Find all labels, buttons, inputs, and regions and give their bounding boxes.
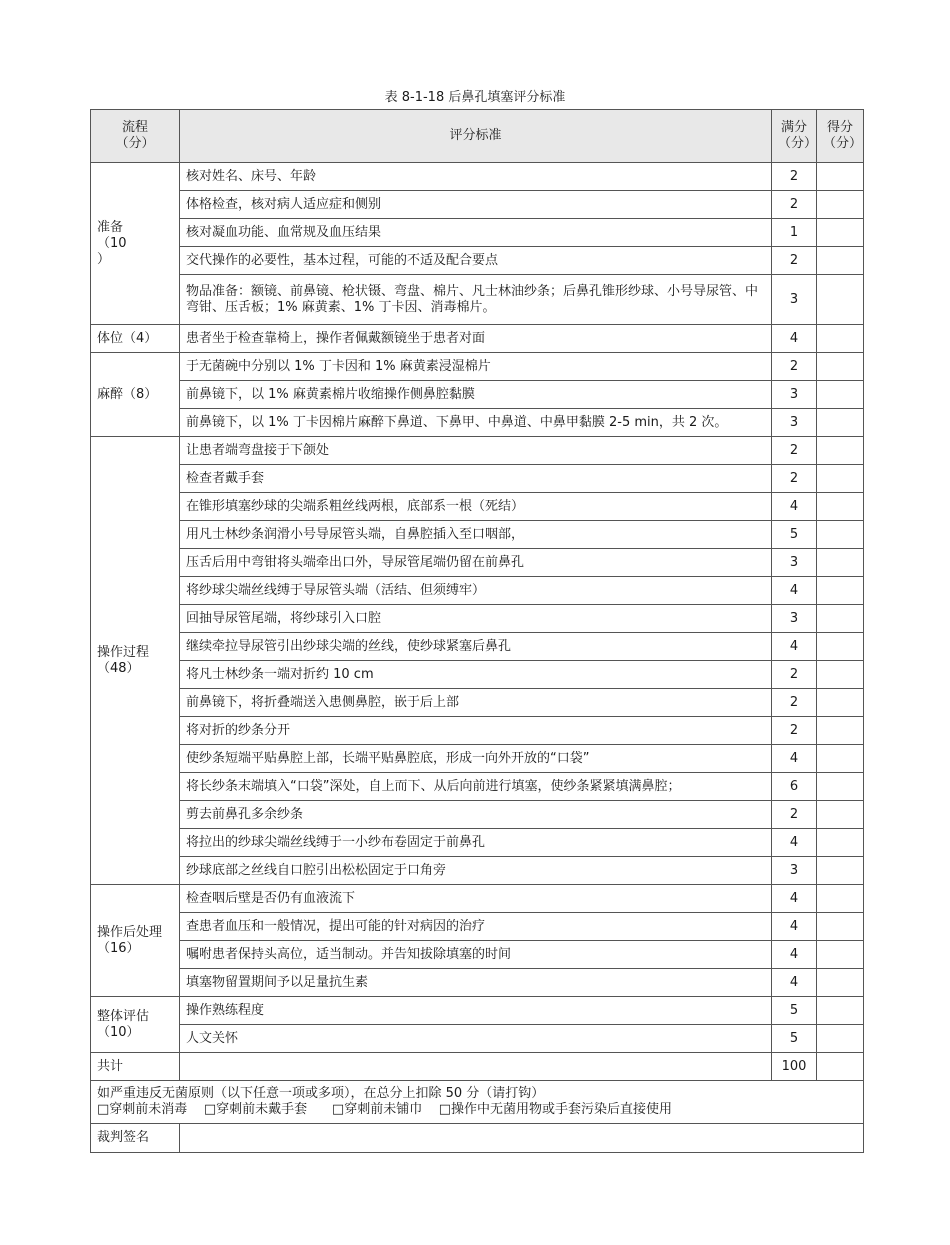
got-score-cell[interactable] bbox=[817, 801, 864, 829]
full-score-cell: 2 bbox=[772, 247, 817, 275]
got-score-cell[interactable] bbox=[817, 633, 864, 661]
got-score-cell[interactable] bbox=[817, 661, 864, 689]
full-score-cell: 1 bbox=[772, 219, 817, 247]
got-score-cell[interactable] bbox=[817, 857, 864, 885]
signature-row bbox=[91, 1124, 864, 1153]
criteria-cell: 在锥形填塞纱球的尖端系粗丝线两根，底部系一根（死结） bbox=[180, 493, 772, 521]
criteria-cell: 体格检查，核对病人适应症和侧别 bbox=[180, 191, 772, 219]
stage-cell: 操作过程 （48） bbox=[91, 437, 180, 885]
stage-cell: 麻醉（8） bbox=[91, 353, 180, 437]
option-no-drape[interactable]: □穿刺前未铺巾 bbox=[331, 1102, 423, 1117]
full-score-cell: 2 bbox=[772, 163, 817, 191]
criteria-cell: 用凡士林纱条润滑小号导尿管头端，自鼻腔插入至口咽部， bbox=[180, 521, 772, 549]
criteria-cell: 检查咽后壁是否仍有血液流下 bbox=[180, 885, 772, 913]
table-row bbox=[91, 969, 864, 997]
header-process: 流程 （分） bbox=[91, 110, 180, 163]
header-full-score: 满分 （分） bbox=[772, 110, 817, 163]
violation-cell bbox=[91, 1081, 864, 1124]
table-row bbox=[91, 913, 864, 941]
criteria-cell: 嘱咐患者保持头高位，适当制动。并告知拔除填塞的时间 bbox=[180, 941, 772, 969]
full-score-cell: 5 bbox=[772, 521, 817, 549]
table-row bbox=[91, 493, 864, 521]
full-score-cell: 2 bbox=[772, 661, 817, 689]
violation-row bbox=[91, 1081, 864, 1124]
full-score-cell: 4 bbox=[772, 969, 817, 997]
table-row bbox=[91, 219, 864, 247]
table-row bbox=[91, 829, 864, 857]
stage-cell: 准备 （10 ） bbox=[91, 163, 180, 325]
header-got-score: 得分 （分） bbox=[817, 110, 864, 163]
criteria-cell: 将凡士林纱条一端对折约 10 cm bbox=[180, 661, 772, 689]
full-score-cell: 2 bbox=[772, 717, 817, 745]
full-score-cell: 2 bbox=[772, 801, 817, 829]
got-score-cell[interactable] bbox=[817, 219, 864, 247]
got-score-cell[interactable] bbox=[817, 381, 864, 409]
criteria-cell: 压舌后用中弯钳将头端牵出口外，导尿管尾端仍留在前鼻孔 bbox=[180, 549, 772, 577]
table-row bbox=[91, 801, 864, 829]
got-score-cell[interactable] bbox=[817, 913, 864, 941]
full-score-cell: 5 bbox=[772, 1025, 817, 1053]
criteria-cell: 剪去前鼻孔多余纱条 bbox=[180, 801, 772, 829]
table-row bbox=[91, 941, 864, 969]
criteria-cell: 将拉出的纱球尖端丝线缚于一小纱布卷固定于前鼻孔 bbox=[180, 829, 772, 857]
got-score-cell[interactable] bbox=[817, 465, 864, 493]
stage-cell: 体位（4） bbox=[91, 325, 180, 353]
table-row bbox=[91, 521, 864, 549]
got-score-cell[interactable] bbox=[817, 717, 864, 745]
scoring-table bbox=[90, 109, 864, 1153]
full-score-cell: 2 bbox=[772, 465, 817, 493]
table-row bbox=[91, 745, 864, 773]
criteria-cell: 物品准备：额镜、前鼻镜、枪状镊、弯盘、棉片、凡士林油纱条；后鼻孔锥形纱球、小号导尿管、中弯钳、压舌板；1% 麻黄素、1% 丁卡因、消毒棉片。 bbox=[180, 275, 772, 325]
got-score-cell[interactable] bbox=[817, 493, 864, 521]
option-contamination[interactable]: □操作中无菌用物或手套污染后直接使用 bbox=[438, 1102, 673, 1117]
full-score-cell: 3 bbox=[772, 275, 817, 325]
full-score-cell: 3 bbox=[772, 857, 817, 885]
table-row bbox=[91, 997, 864, 1025]
table-row bbox=[91, 717, 864, 745]
full-score-cell: 4 bbox=[772, 829, 817, 857]
got-score-cell[interactable] bbox=[817, 521, 864, 549]
got-score-cell[interactable] bbox=[817, 969, 864, 997]
table-row bbox=[91, 191, 864, 219]
total-got-cell[interactable] bbox=[817, 1053, 864, 1081]
got-score-cell[interactable] bbox=[817, 163, 864, 191]
got-score-cell[interactable] bbox=[817, 941, 864, 969]
full-score-cell: 2 bbox=[772, 437, 817, 465]
table-row bbox=[91, 661, 864, 689]
criteria-cell: 于无菌碗中分别以 1% 丁卡因和 1% 麻黄素浸湿棉片 bbox=[180, 353, 772, 381]
table-body bbox=[91, 163, 864, 1053]
full-score-cell: 3 bbox=[772, 549, 817, 577]
got-score-cell[interactable] bbox=[817, 549, 864, 577]
signature-field[interactable] bbox=[180, 1124, 864, 1153]
got-score-cell[interactable] bbox=[817, 829, 864, 857]
option-no-disinfection[interactable]: □穿刺前未消毒 bbox=[97, 1102, 188, 1117]
full-score-cell: 3 bbox=[772, 381, 817, 409]
full-score-cell: 5 bbox=[772, 997, 817, 1025]
criteria-cell: 查患者血压和一般情况，提出可能的针对病因的治疗 bbox=[180, 913, 772, 941]
criteria-cell: 前鼻镜下，以 1% 麻黄素棉片收缩操作侧鼻腔黏膜 bbox=[180, 381, 772, 409]
signature-label: 裁判签名 bbox=[91, 1124, 180, 1153]
criteria-cell: 将长纱条末端填入“口袋”深处，自上而下、从后向前进行填塞，使纱条紧紧填满鼻腔； bbox=[180, 773, 772, 801]
full-score-cell: 2 bbox=[772, 191, 817, 219]
criteria-cell: 人文关怀 bbox=[180, 1025, 772, 1053]
criteria-cell: 前鼻镜下，以 1% 丁卡因棉片麻醉下鼻道、下鼻甲、中鼻道、中鼻甲黏膜 2-5 min，共 2 次。 bbox=[180, 409, 772, 437]
full-score-cell: 4 bbox=[772, 577, 817, 605]
got-score-cell[interactable] bbox=[817, 353, 864, 381]
table-row bbox=[91, 247, 864, 275]
stage-cell: 整体评估 （10） bbox=[91, 997, 180, 1053]
table-row bbox=[91, 689, 864, 717]
table-row bbox=[91, 275, 864, 325]
table-row bbox=[91, 633, 864, 661]
full-score-cell: 4 bbox=[772, 493, 817, 521]
full-score-cell: 4 bbox=[772, 941, 817, 969]
got-score-cell[interactable] bbox=[817, 275, 864, 325]
got-score-cell[interactable] bbox=[817, 773, 864, 801]
total-label: 共计 bbox=[91, 1053, 180, 1081]
table-row bbox=[91, 381, 864, 409]
table-row bbox=[91, 857, 864, 885]
got-score-cell[interactable] bbox=[817, 745, 864, 773]
criteria-cell: 继续牵拉导尿管引出纱球尖端的丝线，使纱球紧塞后鼻孔 bbox=[180, 633, 772, 661]
total-row bbox=[91, 1053, 864, 1081]
full-score-cell: 4 bbox=[772, 325, 817, 353]
criteria-cell: 使纱条短端平贴鼻腔上部，长端平贴鼻腔底，形成一向外开放的“口袋” bbox=[180, 745, 772, 773]
full-score-cell: 6 bbox=[772, 773, 817, 801]
table-caption: 表 8-1-18 后鼻孔填塞评分标准 bbox=[384, 90, 566, 105]
full-score-cell: 4 bbox=[772, 885, 817, 913]
table-row bbox=[91, 1025, 864, 1053]
criteria-cell: 检查者戴手套 bbox=[180, 465, 772, 493]
criteria-cell: 将对折的纱条分开 bbox=[180, 717, 772, 745]
full-score-cell: 3 bbox=[772, 605, 817, 633]
header-criteria: 评分标准 bbox=[180, 110, 772, 163]
got-score-cell[interactable] bbox=[817, 191, 864, 219]
stage-cell: 操作后处理 （16） bbox=[91, 885, 180, 997]
criteria-cell: 让患者端弯盘接于下颌处 bbox=[180, 437, 772, 465]
got-score-cell[interactable] bbox=[817, 437, 864, 465]
table-row bbox=[91, 605, 864, 633]
violation-text: 如严重违反无菌原则（以下任意一项或多项），在总分上扣除 50 分（请打钩） bbox=[97, 1086, 545, 1101]
criteria-cell: 核对凝血功能、血常规及血压结果 bbox=[180, 219, 772, 247]
criteria-cell: 纱球底部之丝线自口腔引出松松固定于口角旁 bbox=[180, 857, 772, 885]
full-score-cell: 2 bbox=[772, 353, 817, 381]
full-score-cell: 2 bbox=[772, 689, 817, 717]
total-score: 100 bbox=[772, 1053, 817, 1081]
table-row bbox=[91, 773, 864, 801]
violation-options bbox=[97, 1102, 857, 1118]
criteria-cell: 核对姓名、床号、年龄 bbox=[180, 163, 772, 191]
criteria-cell: 操作熟练程度 bbox=[180, 997, 772, 1025]
table-row bbox=[91, 353, 864, 381]
table-row bbox=[91, 549, 864, 577]
full-score-cell: 4 bbox=[772, 913, 817, 941]
option-no-gloves[interactable]: □穿刺前未戴手套 bbox=[203, 1102, 308, 1117]
got-score-cell[interactable] bbox=[817, 247, 864, 275]
got-score-cell[interactable] bbox=[817, 325, 864, 353]
criteria-cell: 患者坐于检查靠椅上，操作者佩戴额镜坐于患者对面 bbox=[180, 325, 772, 353]
criteria-cell: 将纱球尖端丝线缚于导尿管头端（活结、但须缚牢） bbox=[180, 577, 772, 605]
table-row bbox=[91, 325, 864, 353]
criteria-cell: 前鼻镜下，将折叠端送入患侧鼻腔，嵌于后上部 bbox=[180, 689, 772, 717]
table-row bbox=[91, 163, 864, 191]
criteria-cell: 填塞物留置期间予以足量抗生素 bbox=[180, 969, 772, 997]
table-row bbox=[91, 409, 864, 437]
total-criteria-empty bbox=[180, 1053, 772, 1081]
got-score-cell[interactable] bbox=[817, 885, 864, 913]
full-score-cell: 4 bbox=[772, 745, 817, 773]
table-row bbox=[91, 437, 864, 465]
got-score-cell[interactable] bbox=[817, 409, 864, 437]
table-row bbox=[91, 885, 864, 913]
got-score-cell[interactable] bbox=[817, 689, 864, 717]
got-score-cell[interactable] bbox=[817, 997, 864, 1025]
got-score-cell[interactable] bbox=[817, 577, 864, 605]
full-score-cell: 4 bbox=[772, 633, 817, 661]
criteria-cell: 回抽导尿管尾端，将纱球引入口腔 bbox=[180, 605, 772, 633]
got-score-cell[interactable] bbox=[817, 1025, 864, 1053]
table-row bbox=[91, 465, 864, 493]
table-row bbox=[91, 577, 864, 605]
full-score-cell: 3 bbox=[772, 409, 817, 437]
got-score-cell[interactable] bbox=[817, 605, 864, 633]
criteria-cell: 交代操作的必要性，基本过程，可能的不适及配合要点 bbox=[180, 247, 772, 275]
